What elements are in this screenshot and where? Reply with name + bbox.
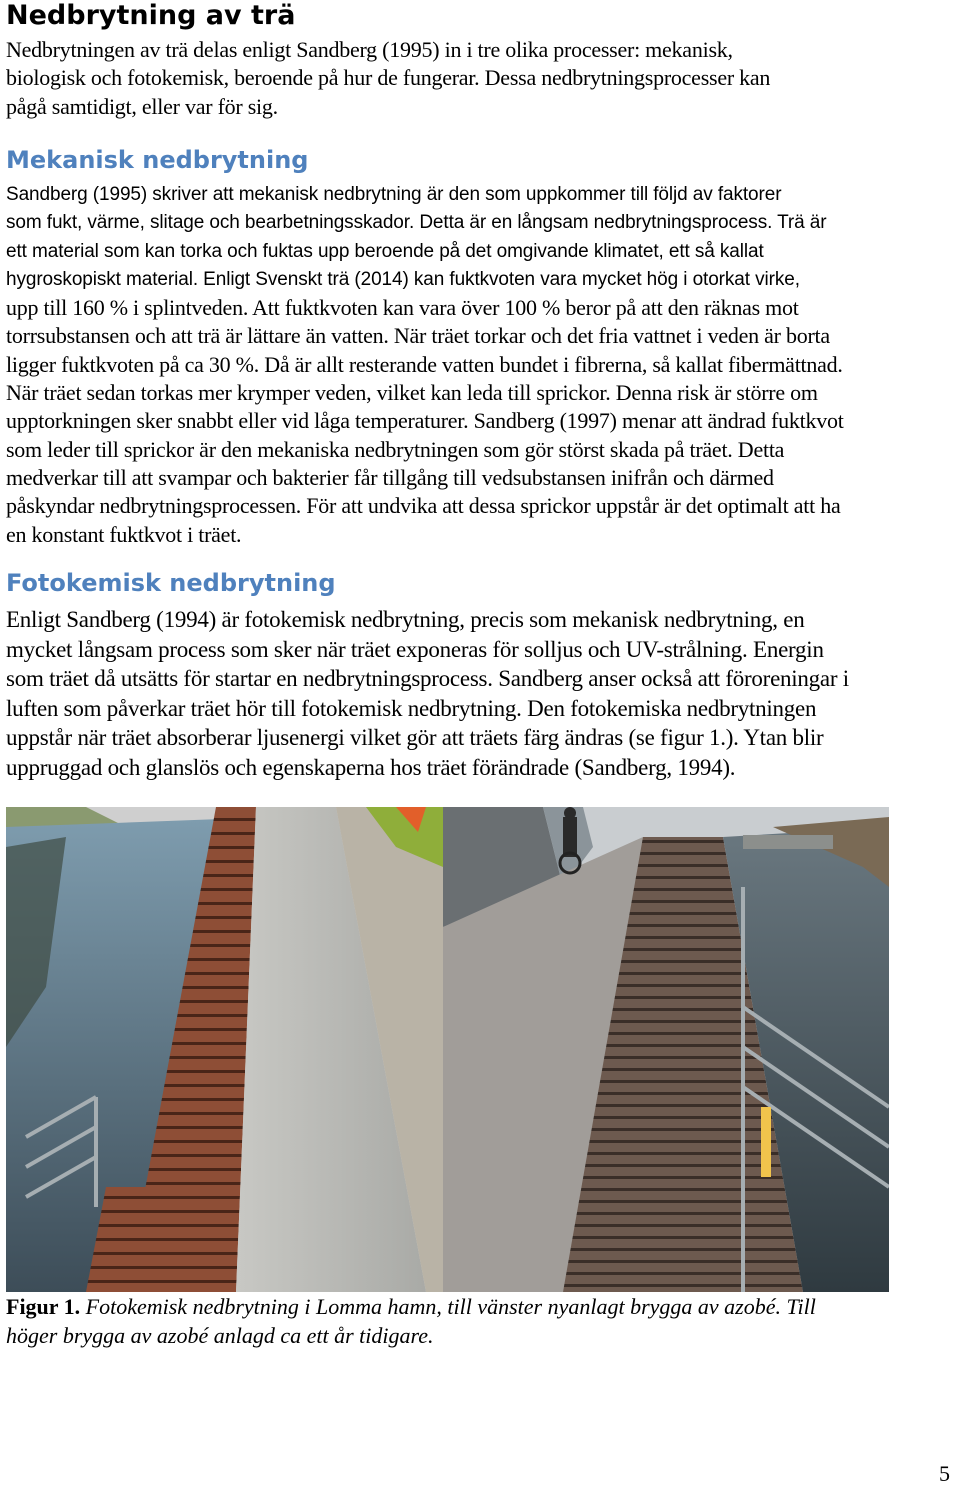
text-line: biologisk och fotokemisk, beroende på hur de fungerar. Dessa nedbrytningsprocesser kan	[6, 65, 771, 91]
steps	[86, 1187, 236, 1292]
text-line: När träet sedan torkas mer krymper veden, vilket kan leda till sprickor. Denna risk är större om	[6, 380, 818, 406]
text-line: uppstår när träet absorberar ljusenergi vilket gör att träets färg ändras (se figur 1.). Ytan blir	[6, 725, 824, 750]
text-line: medverkar till att svampar och bakterier får tillgång till vedsubstansen inifrån och därmed	[6, 464, 774, 490]
bridge	[743, 835, 833, 849]
text-line: som fukt, värme, slitage och bearbetningsskador. Detta är en långsam nedbrytningsprocess. Trä är	[6, 212, 827, 234]
mekanisk-paragraph	[6, 181, 956, 549]
measuring-stick	[761, 1107, 771, 1177]
text-line: ligger fuktkvoten på ca 30 %. Då är allt resterande vatten bundet i fibrerna, så kallat fibermättnad.	[6, 351, 843, 377]
text-line: som leder till sprickor är den mekaniska nedbrytningen som gör störst skada på träet. Detta	[6, 436, 785, 462]
text-line: Enligt Sandberg (1994) är fotokemisk nedbrytning, precis som mekanisk nedbrytning, en	[6, 607, 805, 632]
text-line: en konstant fuktkvot i träet.	[6, 521, 242, 547]
text-line: upp till 160 % i splintveden. Att fuktkvoten kan vara över 100 % beror på att den räknas mot	[6, 295, 799, 321]
text-line: hygroskopiskt material. Enligt Svenskt trä (2014) kan fuktkvoten vara mycket hög i otorkat virke,	[6, 268, 800, 290]
text-line: mycket långsam process som sker när träet exponeras för solljus och UV-strålning. Energin	[6, 636, 824, 662]
text-line: påskyndar nedbrytningsprocessen. För att undvika att dessa sprickor uppstår är det optimalt att ha	[6, 493, 841, 519]
caption-text: höger brygga av azobé anlagd ca ett år tidigare.	[6, 1323, 434, 1348]
text-line: upptorkningen sker snabbt eller vid låga temperaturer. Sandberg (1997) menar att ändrad fuktkvot	[6, 408, 844, 434]
figure-label: Figur 1.	[6, 1294, 81, 1319]
text-line: Nedbrytningen av trä delas enligt Sandberg (1995) in i tre olika processer: mekanisk,	[6, 37, 733, 62]
photo-old-boardwalk	[443, 807, 889, 1292]
text-line: ett material som kan torka och fuktas upp beroende på det omgivande klimatet, ett så kallat	[6, 240, 764, 262]
text-line: torrsubstansen och att trä är lättare än vatten. När träet torkar och det fria vattnet i veden är borta	[6, 323, 830, 349]
text-line: uppruggad och glanslös och egenskaperna hos träet förändrade (Sandberg, 1994).	[6, 754, 736, 780]
text-line: som träet då utsätts för startar en nedbrytningsprocess. Sandberg anser också att föroreningar i	[6, 666, 849, 691]
text-line: Sandberg (1995) skriver att mekanisk nedbrytning är den som uppkommer till följd av faktorer	[6, 184, 782, 205]
section-heading-mekanisk: Mekanisk nedbrytning	[6, 146, 309, 174]
intro-paragraph	[6, 36, 956, 121]
fotokemisk-paragraph	[6, 605, 956, 782]
page-number: 5	[939, 1461, 950, 1486]
photo-new-boardwalk	[6, 807, 443, 1292]
text-line: luften som påverkar träet hör till fotokemisk nedbrytning. Den fotokemiska nedbrytningen	[6, 695, 817, 721]
figure-caption	[6, 1292, 956, 1350]
page-title: Nedbrytning av trä	[6, 0, 296, 31]
caption-text: Fotokemisk nedbrytning i Lomma hamn, till vänster nyanlagt brygga av azobé. Till	[85, 1294, 816, 1319]
text-line: pågå samtidigt, eller var för sig.	[6, 93, 278, 119]
section-heading-fotokemisk: Fotokemisk nedbrytning	[6, 569, 336, 597]
